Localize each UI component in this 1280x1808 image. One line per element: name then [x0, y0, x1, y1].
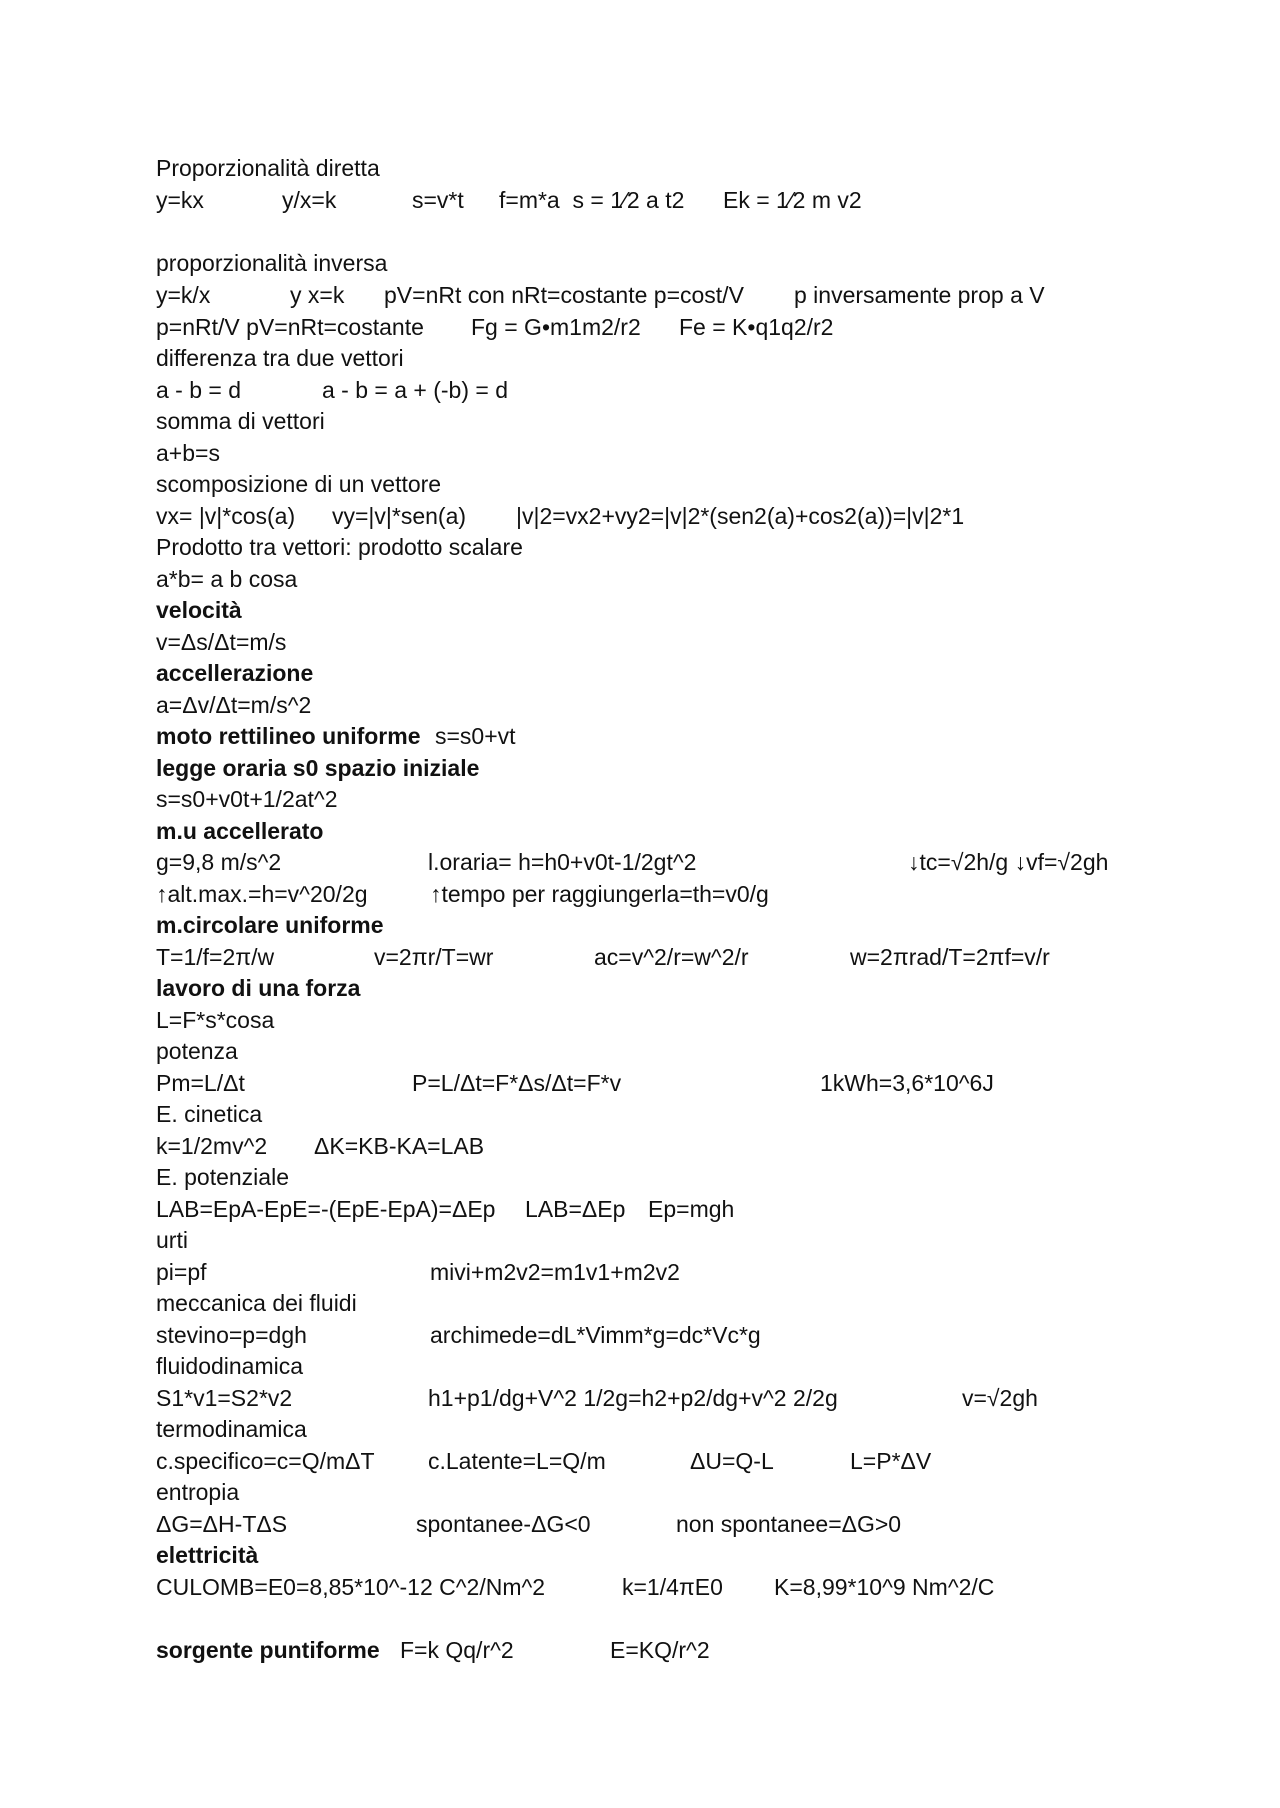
line-text: termodinamica	[156, 1416, 307, 1442]
formula: F=k Qq/r^2	[400, 1637, 514, 1663]
formula-line	[156, 626, 287, 658]
formula-line	[156, 783, 338, 815]
formula: Ep=mgh	[648, 1196, 735, 1222]
line-text: Prodotto tra vettori: prodotto scalare	[156, 534, 523, 560]
heading-elettricita	[156, 1539, 259, 1571]
heading-urti	[156, 1224, 188, 1256]
line-text: fluidodinamica	[156, 1353, 304, 1379]
formula: c.Latente=L=Q/m	[428, 1448, 606, 1474]
line-text: meccanica dei fluidi	[156, 1290, 357, 1316]
line-text: proporzionalità inversa	[156, 250, 388, 276]
heading-moto-rettilineo: moto rettilineo uniforme	[156, 723, 421, 749]
line-text: E. potenziale	[156, 1164, 289, 1190]
formula: mivi+m2v2=m1v1+m2v2	[430, 1259, 680, 1285]
heading-legge-oraria	[156, 752, 480, 784]
formula-line	[156, 1571, 995, 1603]
line-text: accellerazione	[156, 660, 314, 686]
heading-accellerazione	[156, 657, 314, 689]
formula: y/x=k	[282, 187, 337, 213]
heading-prodotto-scalare	[156, 531, 523, 563]
heading-e-potenziale	[156, 1161, 289, 1193]
formula-line	[156, 1382, 1038, 1414]
line-text: lavoro di una forza	[156, 975, 361, 1001]
formula-line	[156, 1634, 710, 1666]
line-text: E. cinetica	[156, 1101, 263, 1127]
formula-line	[156, 184, 862, 216]
formula: Ek = 1⁄2 m v2	[723, 187, 862, 213]
formula: c.specifico=c=Q/mΔT	[156, 1448, 375, 1474]
formula: L=F*s*cosa	[156, 1007, 275, 1033]
formula: P=L/Δt=F*Δs/Δt=F*v	[412, 1070, 622, 1096]
formula: ΔG=ΔH-TΔS	[156, 1511, 288, 1537]
heading-velocita	[156, 594, 242, 626]
formula: L=P*ΔV	[850, 1448, 932, 1474]
formula: s=s0+v0t+1/2at^2	[156, 786, 338, 812]
formula: a=Δv/Δt=m/s^2	[156, 692, 312, 718]
formula: p=nRt/V pV=nRt=costante	[156, 314, 424, 340]
formula-line	[156, 1508, 902, 1540]
formula: K=8,99*10^9 Nm^2/C	[774, 1574, 995, 1600]
formula: |v|2=vx2+vy2=|v|2*(sen2(a)+cos2(a))=|v|2*1	[516, 503, 965, 529]
formula: vx= |v|*cos(a)	[156, 503, 296, 529]
formula: v=2πr/T=wr	[374, 944, 494, 970]
formula: h1+p1/dg+V^2 1/2g=h2+p2/dg+v^2 2/2g	[428, 1385, 838, 1411]
formula-line	[156, 1445, 932, 1477]
formula: a*b= a b cosa	[156, 566, 298, 592]
formula: p inversamente prop a V	[794, 282, 1045, 308]
heading-e-cinetica	[156, 1098, 263, 1130]
heading-differenza-vettori	[156, 342, 404, 374]
formula-line	[156, 878, 769, 910]
formula: ↑tempo per raggiungerla=th=v0/g	[430, 881, 769, 907]
line-text: entropia	[156, 1479, 240, 1505]
formula: Pm=L/Δt	[156, 1070, 245, 1096]
heading-potenza	[156, 1035, 238, 1067]
formula: CULOMB=E0=8,85*10^-12 C^2/Nm^2	[156, 1574, 546, 1600]
formula-line	[156, 311, 834, 343]
formula-line	[156, 1319, 761, 1351]
heading-scomposizione	[156, 468, 442, 500]
formula-line	[156, 563, 298, 595]
line-text: m.circolare uniforme	[156, 912, 384, 938]
formula: w=2πrad/T=2πf=v/r	[850, 944, 1050, 970]
heading-entropia	[156, 1476, 240, 1508]
formula-line	[156, 846, 1109, 878]
formula-line	[156, 437, 220, 469]
formula: pV=nRt con nRt=costante p=cost/V	[384, 282, 744, 308]
formula: non spontanee=ΔG>0	[676, 1511, 902, 1537]
formula: T=1/f=2π/w	[156, 944, 275, 970]
formula: ac=v^2/r=w^2/r	[594, 944, 749, 970]
formula: Fg = G•m1m2/r2	[471, 314, 641, 340]
formula-line	[156, 689, 312, 721]
formula: stevino=p=dgh	[156, 1322, 307, 1348]
formula-line	[156, 941, 1050, 973]
formula: y=k/x	[156, 282, 211, 308]
formula: a - b = a + (-b) = d	[322, 377, 509, 403]
formula: g=9,8 m/s^2	[156, 849, 282, 875]
formula-line	[156, 1067, 994, 1099]
heading-sorgente-puntiforme: sorgente puntiforme	[156, 1637, 380, 1663]
formula: k=1/2mv^2	[156, 1133, 268, 1159]
heading-termodinamica	[156, 1413, 307, 1445]
line-text: potenza	[156, 1038, 238, 1064]
formula-line	[156, 1193, 735, 1225]
line-text: differenza tra due vettori	[156, 345, 404, 371]
line-text: scomposizione di un vettore	[156, 471, 442, 497]
line-text: elettricità	[156, 1542, 259, 1568]
formula-line	[156, 1256, 680, 1288]
formula: LAB=ΔEp	[525, 1196, 626, 1222]
heading-proporzionalita-inversa	[156, 247, 388, 279]
formula: Fe = K•q1q2/r2	[679, 314, 834, 340]
formula: archimede=dL*Vimm*g=dc*Vc*g	[430, 1322, 761, 1348]
heading-mu-accellerato	[156, 815, 324, 847]
formula: s=s0+vt	[435, 723, 516, 749]
formula: S1*v1=S2*v2	[156, 1385, 293, 1411]
formula: LAB=EpA-EpE=-(EpE-EpA)=ΔEp	[156, 1196, 496, 1222]
formula: v=√2gh	[962, 1385, 1038, 1411]
formula-line	[156, 720, 516, 752]
formula: a - b = d	[156, 377, 242, 403]
formula: a+b=s	[156, 440, 220, 466]
heading-somma-vettori	[156, 405, 325, 437]
line-text: urti	[156, 1227, 188, 1253]
formula-line	[156, 279, 1045, 311]
heading-proporzionalita-diretta	[156, 152, 380, 184]
formula: ΔU=Q-L	[690, 1448, 774, 1474]
formula: 1kWh=3,6*10^6J	[820, 1070, 994, 1096]
formula: l.oraria= h=h0+v0t-1/2gt^2	[428, 849, 697, 875]
formula-line	[156, 1004, 275, 1036]
line-text: somma di vettori	[156, 408, 325, 434]
line-text: Proporzionalità diretta	[156, 155, 380, 181]
formula: f=m*a s = 1⁄2 a t2	[499, 187, 685, 213]
formula-line	[156, 1130, 485, 1162]
line-text: velocità	[156, 597, 242, 623]
formula: y=kx	[156, 187, 204, 213]
formula: v=Δs/Δt=m/s	[156, 629, 287, 655]
heading-meccanica-fluidi	[156, 1287, 357, 1319]
formula-line	[156, 500, 965, 532]
formula: ΔK=KB-KA=LAB	[314, 1133, 485, 1159]
formula: spontanee-ΔG<0	[416, 1511, 591, 1537]
formula-line	[156, 374, 509, 406]
formula: E=KQ/r^2	[610, 1637, 710, 1663]
heading-fluidodinamica	[156, 1350, 304, 1382]
formula: y x=k	[290, 282, 345, 308]
formula: k=1/4πE0	[622, 1574, 723, 1600]
line-text: legge oraria s0 spazio iniziale	[156, 755, 480, 781]
formula: pi=pf	[156, 1259, 207, 1285]
formula: vy=|v|*sen(a)	[332, 503, 467, 529]
formula: ↓tc=√2h/g ↓vf=√2gh	[908, 849, 1109, 875]
heading-lavoro	[156, 972, 361, 1004]
formula: s=v*t	[412, 187, 464, 213]
line-text: m.u accellerato	[156, 818, 324, 844]
formula: ↑alt.max.=h=v^20/2g	[156, 881, 368, 907]
heading-circolare-uniforme	[156, 909, 384, 941]
